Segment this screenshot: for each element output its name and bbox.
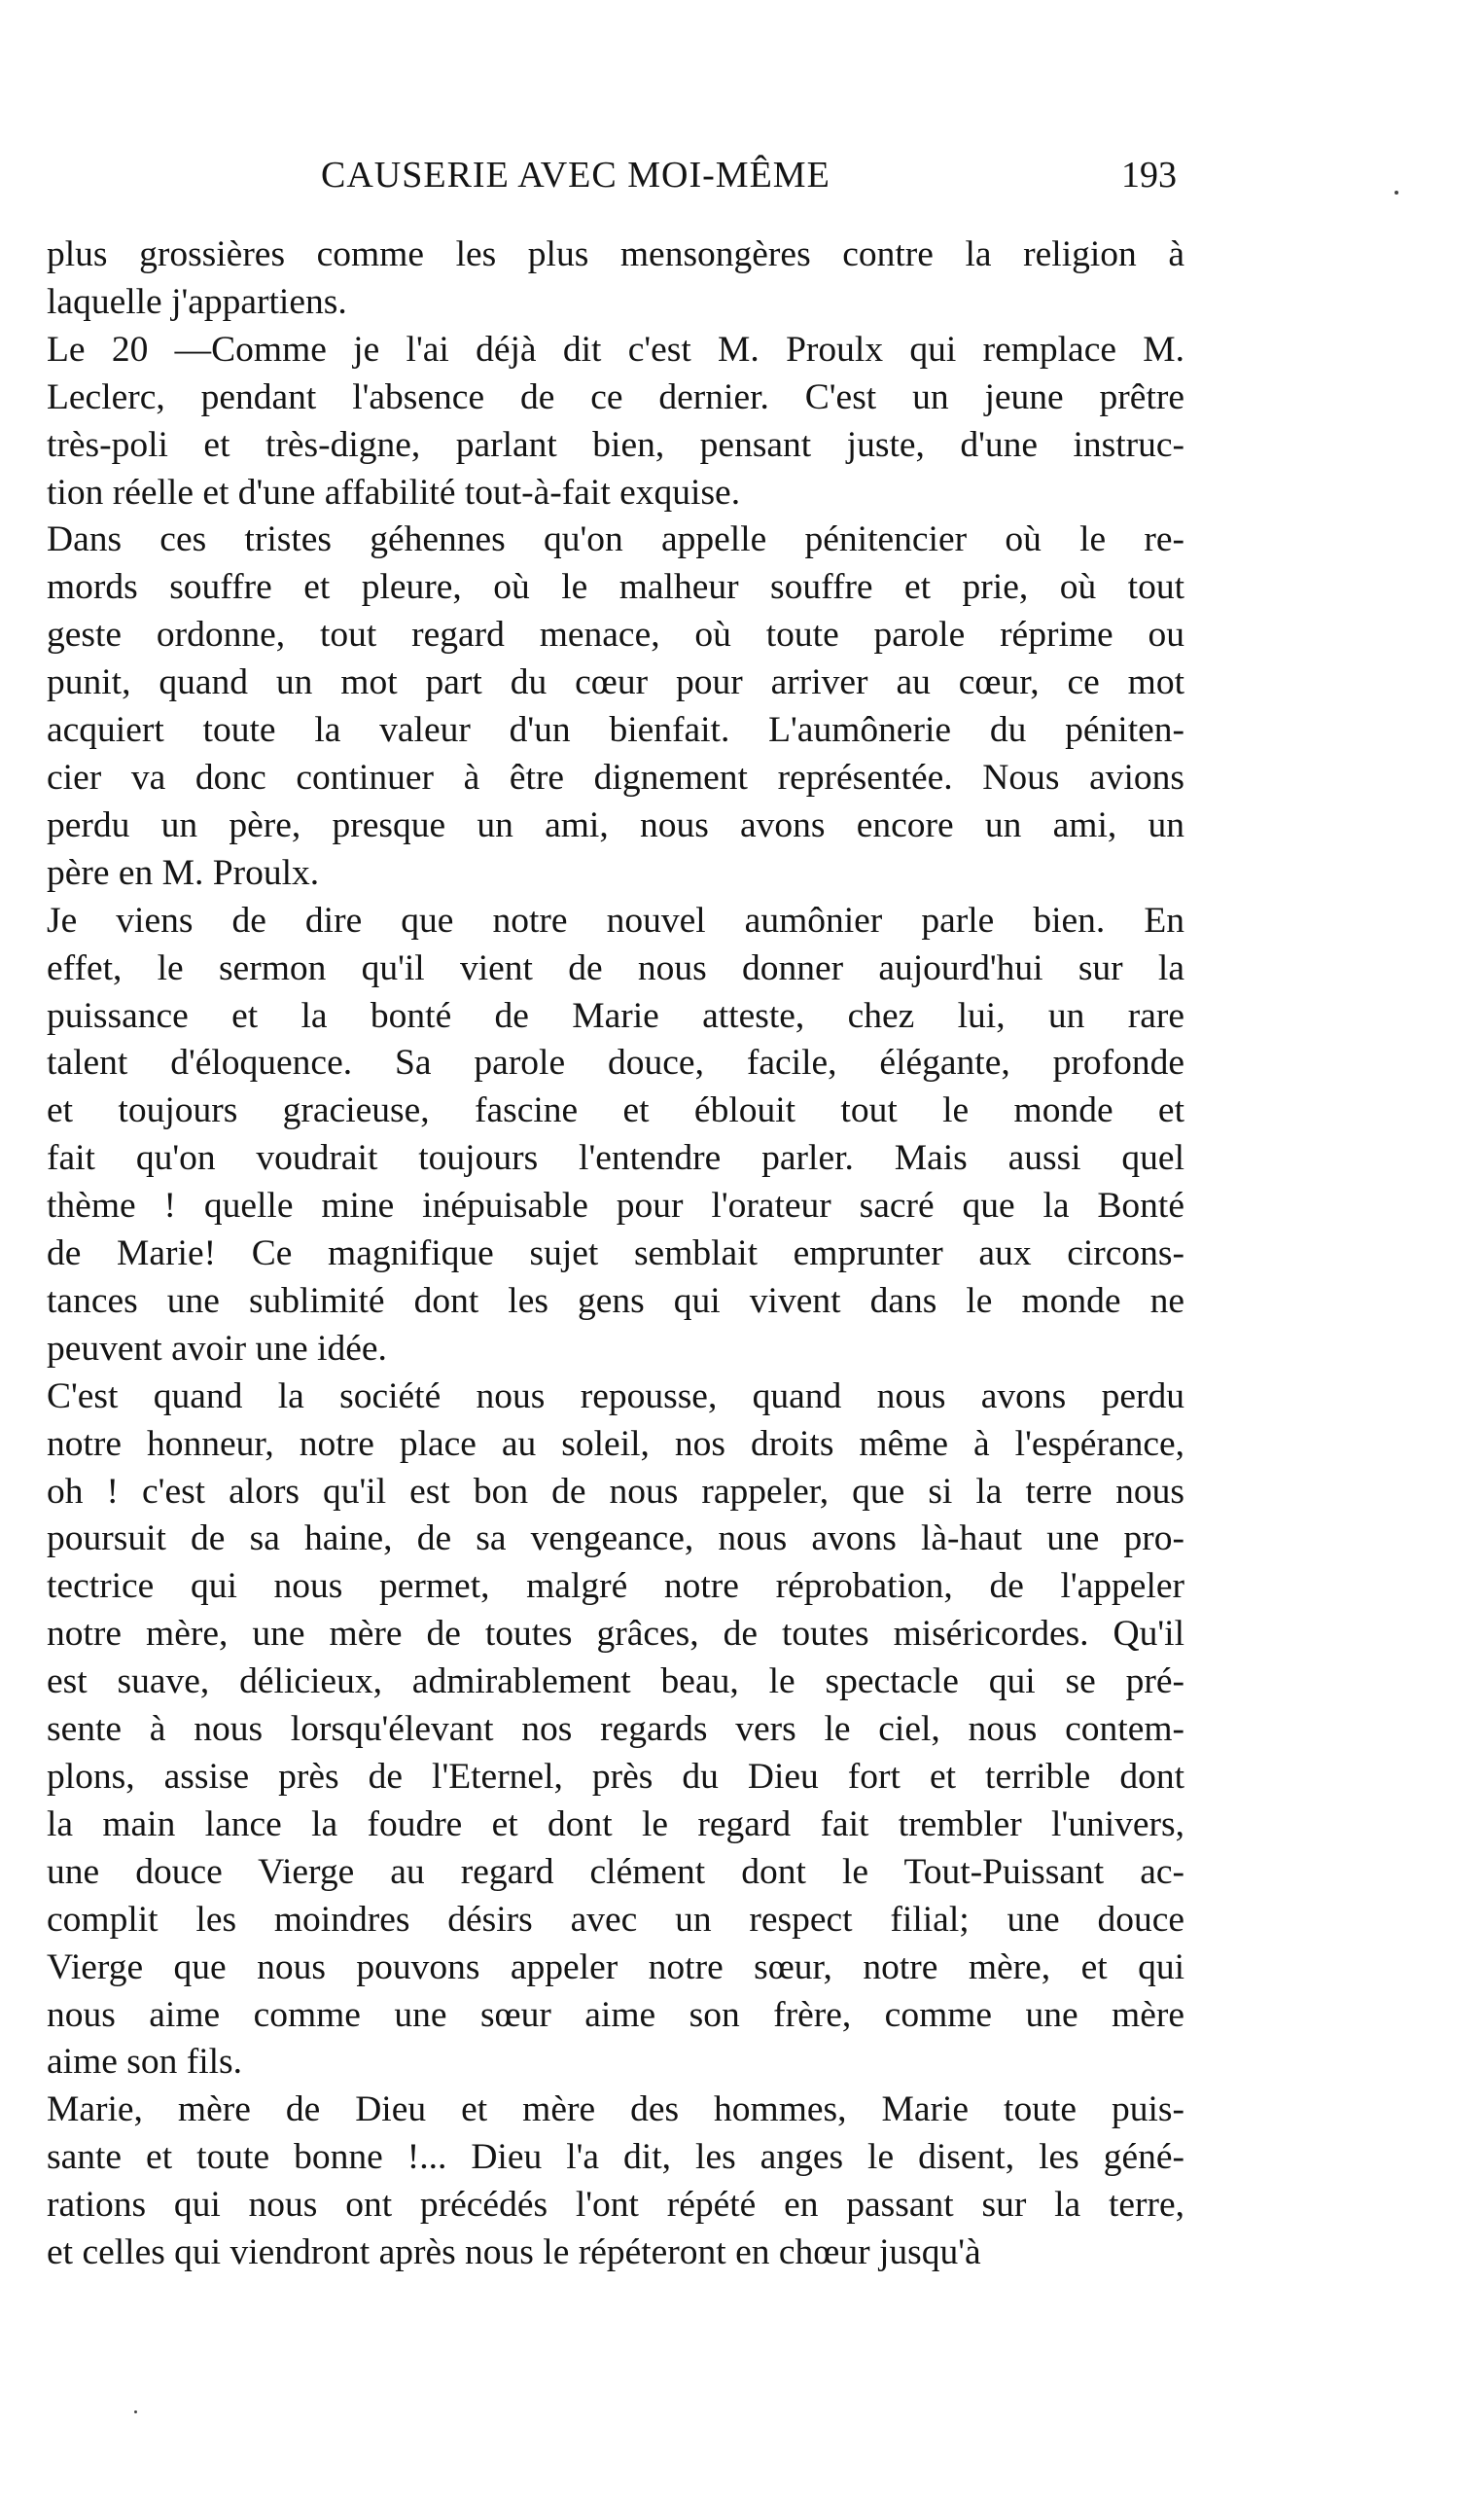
text-line: poursuit de sa haine, de sa vengeance, nous avons là-haut une pro- — [47, 1518, 1184, 1559]
text-line: tances une sublimité dont les gens qui vivent dans le monde ne — [47, 1280, 1184, 1321]
paragraph — [47, 232, 1184, 327]
page-header — [321, 154, 1177, 212]
text-line: plons, assise près de l'Eternel, près du Dieu fort et terrible dont — [47, 1757, 1184, 1797]
text-line: Leclerc, pendant l'absence de ce dernier. C'est un jeune prêtre — [47, 376, 1184, 417]
text-line: effet, le sermon qu'il vient de nous donner aujourd'hui sur la — [47, 947, 1184, 988]
text-line: mords souffre et pleure, où le malheur souffre et prie, où tout — [47, 567, 1184, 608]
text-line: punit, quand un mot part du cœur pour arriver au cœur, ce mot — [47, 662, 1184, 703]
text-line: très-poli et très-digne, parlant bien, pensant juste, d'une instruc- — [47, 424, 1184, 465]
text-line: une douce Vierge au regard clément dont le Tout-Puissant ac- — [47, 1851, 1184, 1892]
paragraph — [47, 1374, 1184, 2088]
text-line: la main lance la foudre et dont le regard fait trembler l'univers, — [47, 1803, 1184, 1844]
text-line: et toujours gracieuse, fascine et éblouit tout le monde et — [47, 1090, 1184, 1131]
paragraph — [47, 517, 1184, 897]
text-line: laquelle j'appartiens. — [47, 281, 347, 322]
text-line: oh ! c'est alors qu'il est bon de nous rappeler, que si la terre nous — [47, 1471, 1184, 1512]
text-line: plus grossières comme les plus mensongères contre la religion à — [47, 234, 1184, 274]
text-line: acquiert toute la valeur d'un bienfait. L'aumônerie du péniten- — [47, 710, 1184, 751]
text-line: aime son fils. — [47, 2042, 243, 2083]
text-line: et celles qui viendront après nous le répéteront en chœur jusqu'à — [47, 2232, 981, 2273]
print-speck — [1395, 191, 1398, 195]
text-line: thème ! quelle mine inépuisable pour l'orateur sacré que la Bonté — [47, 1186, 1184, 1227]
text-line: sente à nous lorsqu'élevant nos regards vers le ciel, nous contem- — [47, 1709, 1184, 1750]
text-line: sante et toute bonne !... Dieu l'a dit, les anges le disent, les géné- — [47, 2137, 1184, 2178]
text-line: cier va donc continuer à être dignement représentée. Nous avions — [47, 757, 1184, 798]
text-line: C'est quand la société nous repousse, quand nous avons perdu — [47, 1375, 1184, 1416]
text-line: Dans ces tristes géhennes qu'on appelle pénitencier où le re- — [47, 519, 1184, 560]
body-text — [47, 232, 1184, 2277]
paragraph — [47, 898, 1184, 1374]
text-line: est suave, délicieux, admirablement beau, le spectacle qui se pré- — [47, 1661, 1184, 1702]
page-number: 193 — [1121, 155, 1177, 196]
text-line: puissance et la bonté de Marie atteste, chez lui, un rare — [47, 995, 1184, 1036]
text-line: geste ordonne, tout regard menace, où toute parole réprime ou — [47, 615, 1184, 656]
paragraph — [47, 2087, 1184, 2277]
text-line: rations qui nous ont précédés l'ont répété en passant sur la terre, — [47, 2185, 1184, 2226]
text-line: tectrice qui nous permet, malgré notre réprobation, de l'appeler — [47, 1566, 1184, 1607]
text-line: Je viens de dire que notre nouvel aumônier parle bien. En — [47, 900, 1184, 941]
text-line: Vierge que nous pouvons appeler notre sœur, notre mère, et qui — [47, 1946, 1184, 1987]
text-line: de Marie! Ce magnifique sujet semblait emprunter aux circons- — [47, 1233, 1184, 1274]
paragraph — [47, 327, 1184, 517]
text-line: notre mère, une mère de toutes grâces, de toutes miséricordes. Qu'il — [47, 1614, 1184, 1655]
text-line: Marie, mère de Dieu et mère des hommes, Marie toute puis- — [47, 2089, 1184, 2130]
text-line: complit les moindres désirs avec un respect filial; une douce — [47, 1899, 1184, 1940]
text-line: Le 20 —Comme je l'ai déjà dit c'est M. Proulx qui remplace M. — [47, 329, 1184, 370]
text-line: peuvent avoir une idée. — [47, 1328, 387, 1369]
text-line: fait qu'on voudrait toujours l'entendre parler. Mais aussi quel — [47, 1138, 1184, 1179]
text-line: talent d'éloquence. Sa parole douce, facile, élégante, profonde — [47, 1043, 1184, 1084]
running-title: CAUSERIE AVEC MOI-MÊME — [321, 155, 830, 196]
text-line: père en M. Proulx. — [47, 852, 320, 893]
print-speck — [134, 2410, 137, 2413]
text-line: tion réelle et d'une affabilité tout-à-fait exquise. — [47, 472, 741, 513]
text-line: notre honneur, notre place au soleil, nos droits même à l'espérance, — [47, 1423, 1184, 1464]
text-line: nous aime comme une sœur aime son frère, comme une mère — [47, 1994, 1184, 2035]
text-line: perdu un père, presque un ami, nous avons encore un ami, un — [47, 804, 1184, 845]
